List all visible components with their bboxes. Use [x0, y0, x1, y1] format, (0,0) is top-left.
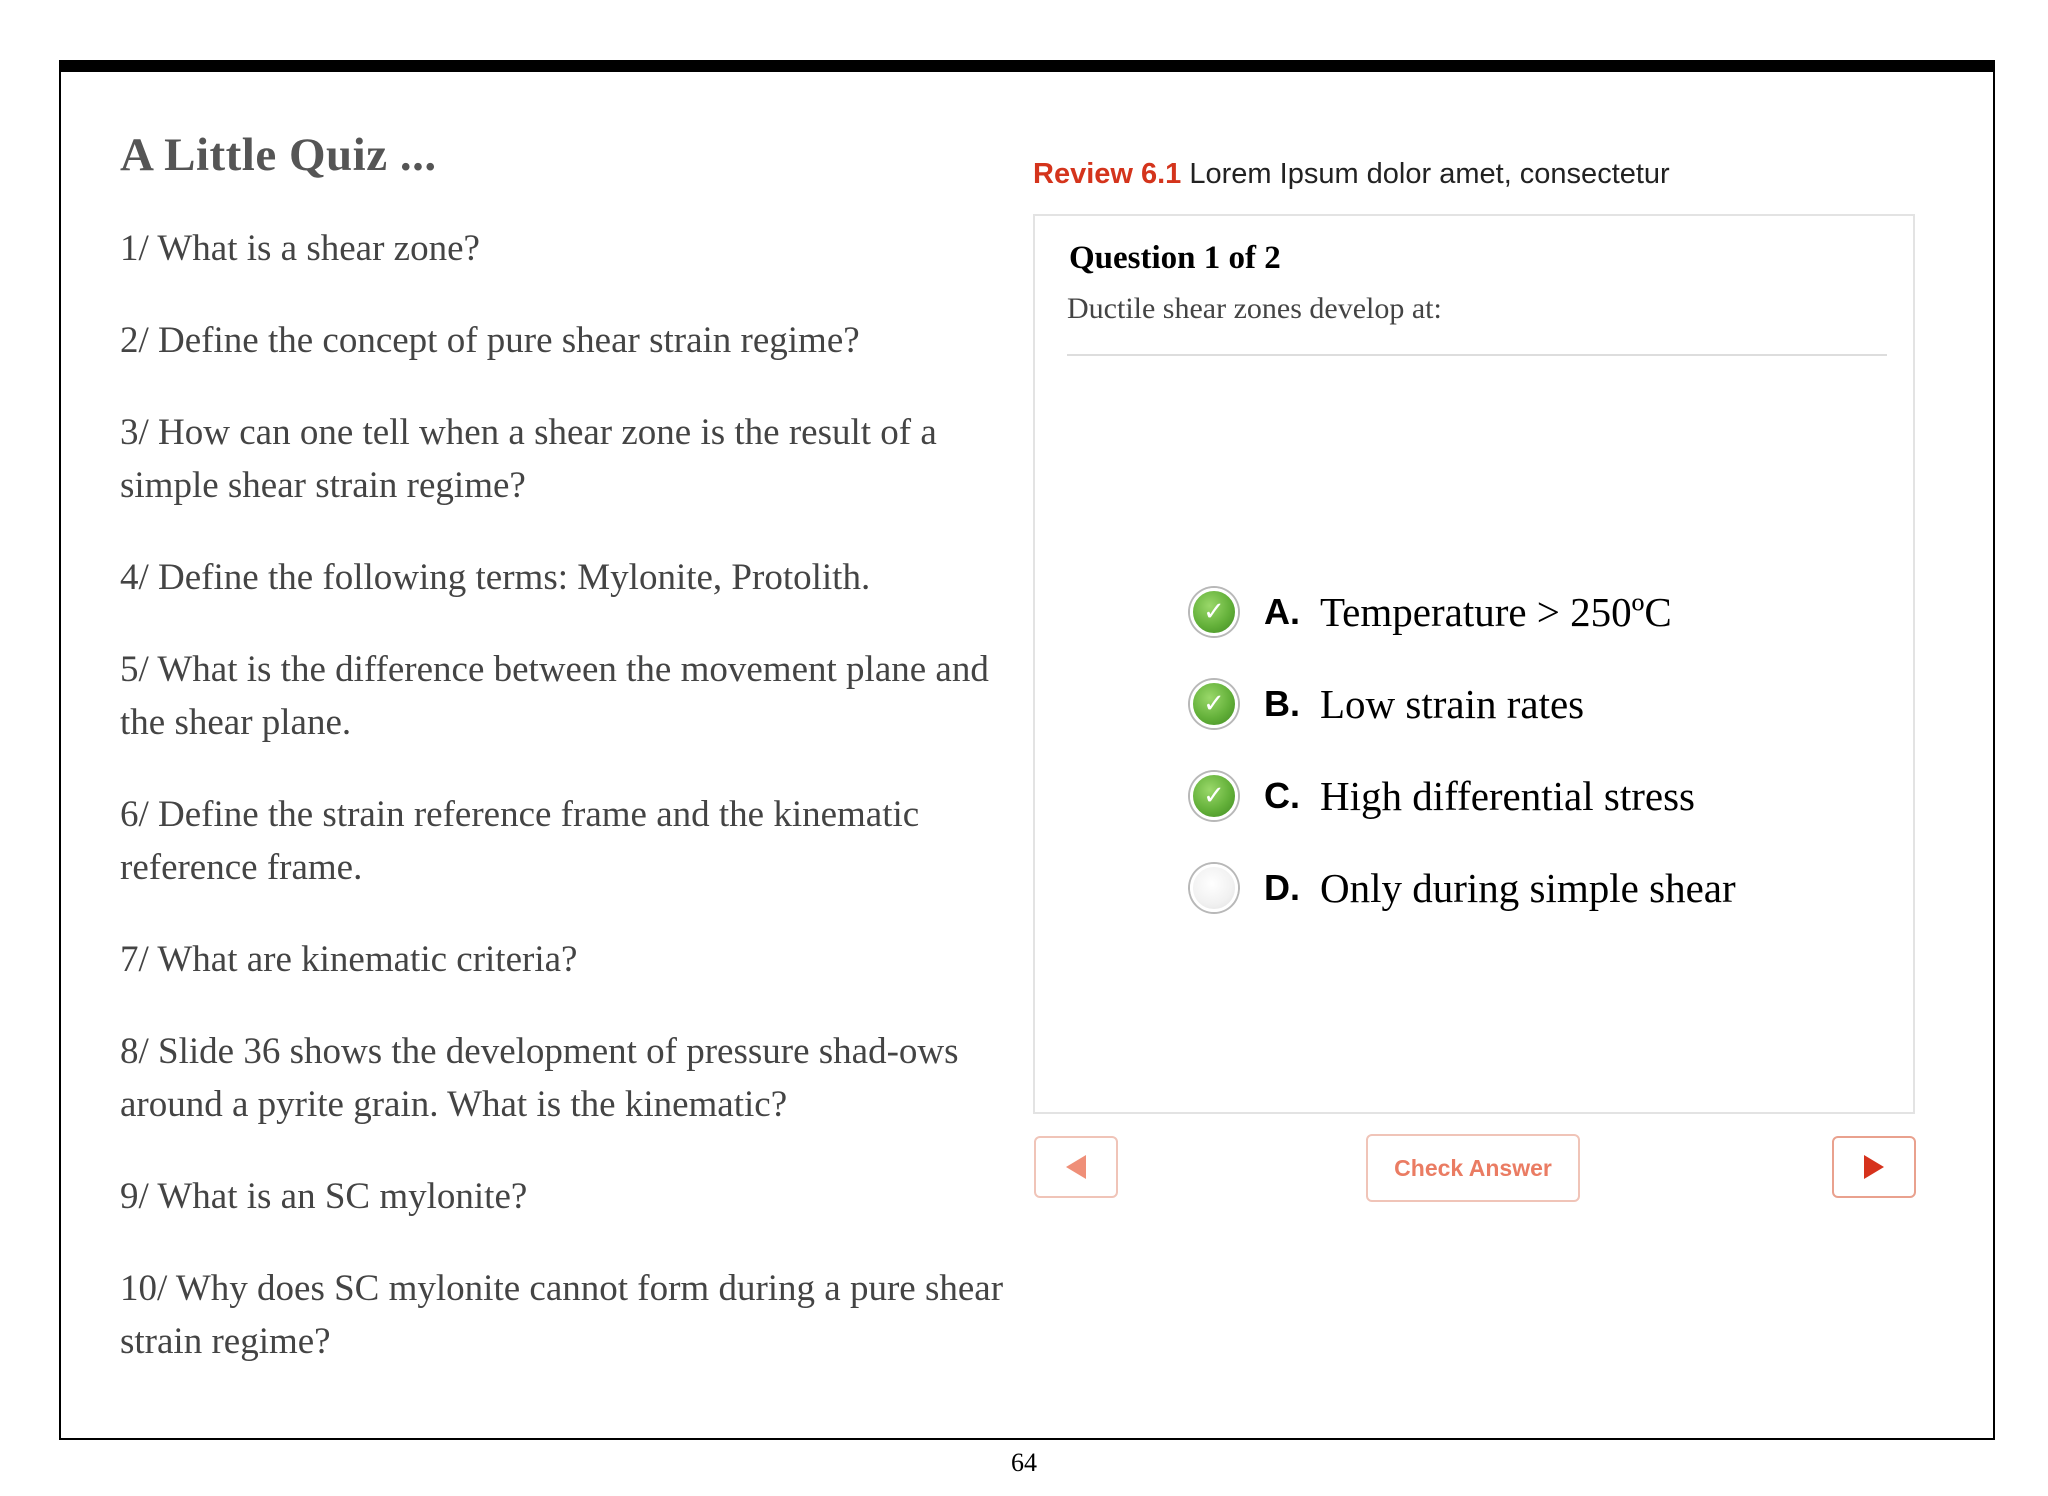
question-prompt: Ductile shear zones develop at:: [1067, 292, 1442, 325]
quiz-title: A Little Quiz ...: [120, 129, 437, 181]
quiz-column: [120, 128, 1010, 1407]
checked-radio-icon[interactable]: ✓: [1190, 680, 1238, 728]
answer-text: Low strain rates: [1320, 681, 1585, 727]
review-tag: Review 6.1: [1033, 158, 1182, 190]
review-widget: [1033, 214, 1915, 1114]
check-answer-button[interactable]: Check Answer: [1366, 1134, 1580, 1202]
review-header: [1033, 158, 1918, 191]
answer-text: Temperature > 250ºC: [1320, 589, 1672, 635]
quiz-question: 4/ Define the following terms: Mylonite, Protolith.: [120, 557, 871, 598]
quiz-question: 2/ Define the concept of pure shear strain regime?: [120, 320, 860, 361]
quiz-question: 3/ How can one tell when a shear zone is the result of a simple shear strain regime?: [120, 412, 937, 506]
unchecked-radio-icon[interactable]: [1190, 864, 1238, 912]
checked-radio-icon[interactable]: ✓: [1190, 772, 1238, 820]
question-counter: Question 1 of 2: [1069, 240, 1281, 276]
divider: [1067, 354, 1887, 356]
quiz-question: 7/ What are kinematic criteria?: [120, 939, 578, 980]
quiz-question: 5/ What is the difference between the movement plane and the shear plane.: [120, 649, 989, 743]
prev-button[interactable]: [1034, 1136, 1118, 1198]
answer-letter: C.: [1264, 775, 1300, 816]
quiz-question: 8/ Slide 36 shows the development of pressure shad-ows around a pyrite grain. What is the kinematic?: [120, 1031, 959, 1125]
answer-letter: B.: [1264, 683, 1300, 724]
quiz-question: 9/ What is an SC mylonite?: [120, 1176, 528, 1217]
review-title: Lorem Ipsum dolor amet, consectetur: [1189, 158, 1670, 190]
quiz-question: 1/ What is a shear zone?: [120, 228, 480, 269]
answer-letter: A.: [1264, 591, 1300, 632]
answer-option-b[interactable]: [1190, 658, 1736, 750]
answer-option-c[interactable]: [1190, 750, 1736, 842]
prev-arrow-icon: [1066, 1155, 1086, 1179]
answer-text: High differential stress: [1320, 773, 1695, 819]
quiz-question: 10/ Why does SC mylonite cannot form during a pure shear strain regime?: [120, 1268, 1004, 1362]
answer-letter: D.: [1264, 867, 1300, 908]
answer-text: Only during simple shear: [1320, 865, 1736, 911]
answer-option-a[interactable]: [1190, 566, 1736, 658]
page-number: 64: [1011, 1448, 1037, 1477]
next-button[interactable]: [1832, 1136, 1916, 1198]
answer-list: [1190, 566, 1736, 934]
checked-radio-icon[interactable]: ✓: [1190, 588, 1238, 636]
answer-option-d[interactable]: [1190, 842, 1736, 934]
next-arrow-icon: [1864, 1155, 1884, 1179]
quiz-question: 6/ Define the strain reference frame and the kinematic reference frame.: [120, 794, 920, 888]
